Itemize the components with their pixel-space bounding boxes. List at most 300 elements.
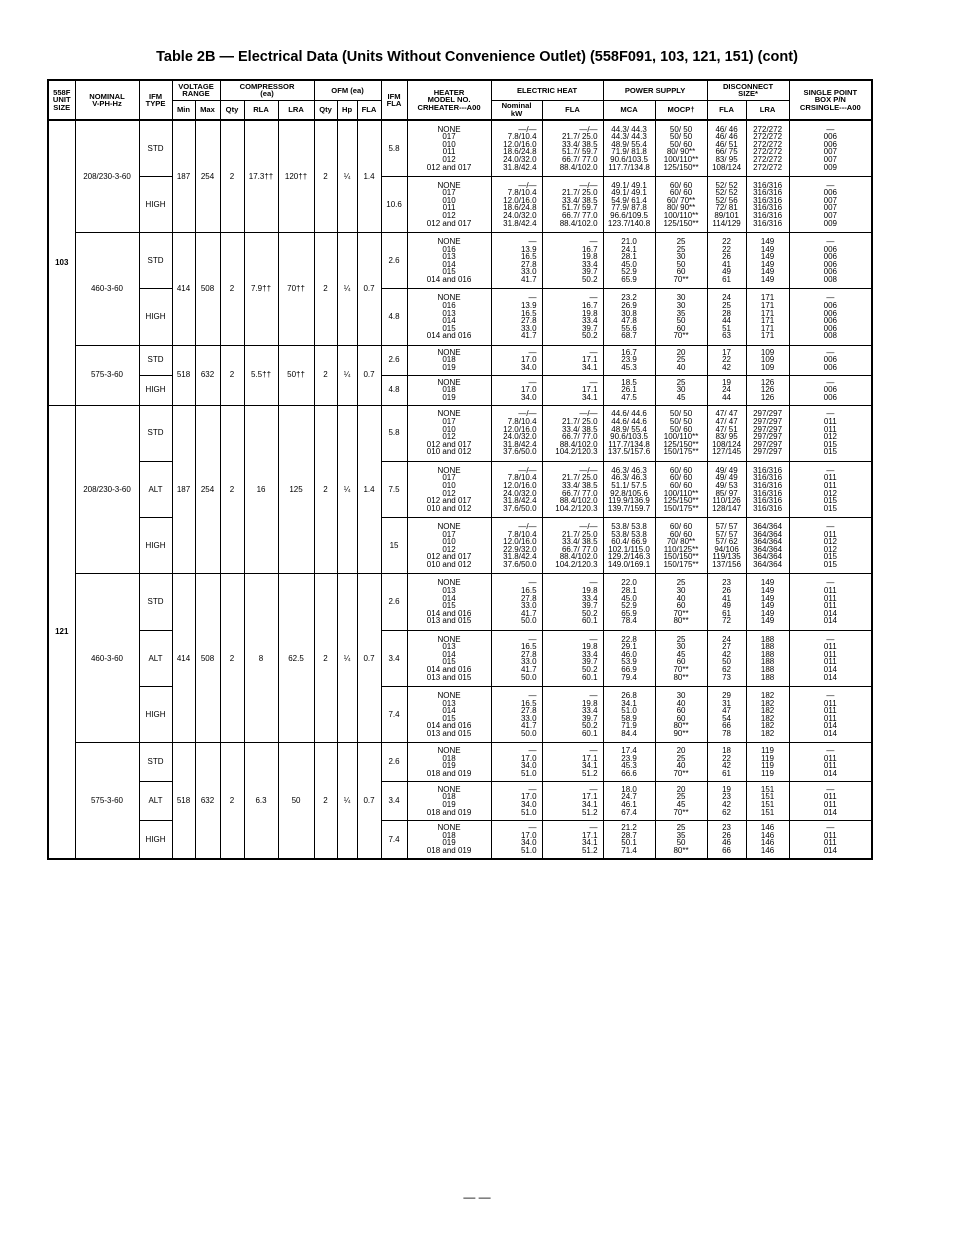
disconnect-lra-cell-line: 149	[760, 259, 775, 269]
unit-size-cell: 103	[48, 120, 75, 405]
disconnect-fla-cell-line: 57/ 57	[715, 522, 738, 532]
heater-model-cell-line: 014 and 016	[426, 665, 472, 675]
mca-cell-line: 90.6/103.5	[610, 432, 648, 442]
single-point-box-cell-line: 007	[823, 203, 837, 213]
mca-cell-line: 18.0	[621, 784, 637, 794]
nominal-kw-cell-line: —	[528, 690, 537, 700]
mca-cell-line: 49.1/ 49.1	[611, 188, 647, 198]
mca-cell-line: 46.1	[621, 799, 637, 809]
nominal-kw-cell-line: 7.8/10.4	[507, 529, 537, 539]
header-ofm-fla: FLA	[357, 100, 381, 120]
electric-heat-fla-cell-line: 39.7	[581, 323, 598, 333]
header-eh-fla: FLA	[542, 100, 603, 120]
compressor-lra-cell: 50	[278, 743, 314, 859]
disconnect-lra-cell-line: 171	[760, 308, 775, 318]
heater-model-cell-line: NONE	[437, 634, 461, 644]
nominal-kw-cell-line: —	[528, 746, 537, 756]
ifm-fla-cell: 4.8	[381, 289, 407, 345]
mocp-cell-line: 90**	[673, 728, 689, 738]
disconnect-lra-cell-line: 119	[761, 761, 774, 771]
mca-cell-line: 48.9/ 55.4	[611, 139, 647, 149]
electric-heat-fla-cell-line: —	[589, 578, 598, 588]
disconnect-lra-cell-line: 316/316	[753, 503, 783, 513]
nominal-voltage-cell: 208/230-3-60	[75, 405, 139, 574]
single-point-box-cell-line: 006	[823, 139, 837, 149]
mocp-cell-line: 25	[676, 578, 686, 588]
ifm-fla-cell: 2.6	[381, 233, 407, 289]
mca-cell	[603, 405, 655, 461]
disconnect-fla-cell	[707, 233, 746, 289]
mocp-cell-line: 40	[676, 698, 686, 708]
voltage-max-cell: 508	[195, 233, 220, 346]
single-point-box-cell-line: 011	[823, 830, 837, 840]
mocp-cell-line: 150/150**	[663, 552, 699, 562]
nominal-kw-cell-line: 16.5	[520, 642, 537, 652]
mca-cell-line: 44.6/ 44.6	[611, 417, 647, 426]
electric-heat-fla-cell	[542, 518, 603, 574]
single-point-box-cell-line: 014	[823, 728, 837, 738]
heater-model-cell-line: NONE	[437, 784, 461, 794]
disconnect-fla-cell-line: 63	[722, 331, 732, 341]
electric-heat-fla-cell-line: 88.4/102.0	[559, 496, 598, 506]
disconnect-lra-cell-line: 188	[760, 665, 775, 675]
mca-cell-line: 79.4	[621, 672, 637, 682]
electric-heat-fla-cell	[542, 743, 603, 782]
disconnect-lra-cell	[746, 233, 789, 289]
nominal-voltage-cell: 575-3-60	[75, 345, 139, 405]
mocp-cell-line: 30	[676, 585, 686, 595]
disconnect-lra-cell-line: 316/316	[753, 480, 783, 490]
compressor-qty-cell: 2	[220, 574, 244, 743]
disconnect-lra-cell-line: 316/316	[753, 180, 783, 190]
ifm-type-cell: STD	[139, 233, 172, 289]
heater-model-cell-line: NONE	[437, 293, 461, 303]
mca-cell-line: 49.1/ 49.1	[611, 180, 647, 190]
electric-heat-fla-cell-line: 33.4/ 38.5	[561, 139, 598, 149]
heater-model-cell-line: 018 and 019	[426, 807, 472, 817]
disconnect-fla-cell-line: 47	[722, 706, 732, 716]
ifm-type-cell: STD	[139, 574, 172, 630]
single-point-box-cell-line: 007	[823, 195, 837, 205]
electric-heat-fla-cell-line: 34.1	[581, 761, 598, 771]
electric-heat-fla-cell	[542, 233, 603, 289]
nominal-kw-cell-line: —	[528, 784, 537, 794]
mocp-cell-line: 25	[676, 244, 686, 254]
heater-model-cell-line: 017	[442, 132, 456, 142]
heater-model-cell-line: 019	[442, 838, 456, 848]
mocp-cell-line: 150/175**	[663, 560, 699, 569]
nominal-kw-cell-line: —	[528, 293, 537, 303]
table-row	[48, 405, 872, 461]
nominal-kw-cell	[491, 233, 542, 289]
mocp-cell-line: 70**	[673, 807, 689, 817]
electric-heat-fla-cell-line: 50.2	[581, 274, 598, 284]
nominal-kw-cell	[491, 687, 542, 743]
heater-model-cell-line: 016	[442, 300, 456, 310]
mocp-cell-line: 25	[676, 823, 686, 833]
single-point-box-cell-line: 012	[823, 544, 837, 554]
ofm-fla-cell: 0.7	[357, 233, 381, 346]
compressor-rla-cell: 8	[244, 574, 278, 743]
electric-heat-fla-cell-line: 39.7	[581, 601, 598, 611]
mocp-cell	[655, 820, 707, 859]
nominal-kw-cell-line: 17.0	[520, 385, 537, 395]
nominal-kw-cell	[491, 345, 542, 375]
mca-cell-line: 45.3	[621, 362, 637, 372]
heater-model-cell	[407, 461, 491, 517]
unit-size-cell: 121	[48, 405, 75, 859]
disconnect-fla-cell-line: 127/145	[712, 447, 742, 457]
electric-heat-fla-cell-line: 33.4	[581, 649, 598, 659]
disconnect-fla-cell-line: 49/ 49	[715, 473, 738, 483]
disconnect-fla-cell-line: 49	[722, 601, 732, 611]
header-nominal-kw: Nominal kW	[491, 100, 542, 120]
electric-heat-fla-cell-line: 21.7/ 25.0	[561, 529, 598, 539]
electric-heat-fla-cell-line: 33.4/ 38.5	[561, 480, 598, 490]
mocp-cell-line: 35	[676, 830, 686, 840]
disconnect-fla-cell-line: 73	[722, 672, 732, 682]
mca-cell-line: 53.8/ 53.8	[611, 529, 647, 539]
single-point-box-cell-line: —	[826, 180, 835, 190]
heater-model-cell-line: 010	[442, 480, 456, 490]
heater-model-cell-line: 012	[442, 211, 456, 221]
heater-model-cell-line: 010 and 012	[426, 503, 472, 513]
nominal-kw-cell-line: 37.6/50.0	[503, 503, 537, 513]
mocp-cell-line: 80/ 90**	[666, 147, 696, 157]
heater-model-cell-line: 019	[442, 799, 456, 809]
compressor-qty-cell: 2	[220, 120, 244, 233]
mocp-cell-line: 20	[676, 347, 686, 357]
mocp-cell-line: 80**	[673, 672, 689, 682]
single-point-box-cell-line: 006	[823, 188, 837, 198]
heater-model-cell	[407, 375, 491, 405]
disconnect-fla-cell-line: 62	[722, 807, 732, 817]
mca-cell	[603, 687, 655, 743]
disconnect-lra-cell-line: 297/297	[753, 447, 783, 457]
disconnect-fla-cell-line: 29	[722, 690, 732, 700]
ifm-type-cell: STD	[139, 345, 172, 375]
disconnect-lra-cell-line: 364/364	[753, 522, 783, 532]
electric-heat-fla-cell-line: 17.1	[581, 830, 598, 840]
electric-heat-fla-cell	[542, 782, 603, 821]
single-point-box-cell-line: 006	[823, 244, 837, 254]
nominal-kw-cell-line: 34.0	[520, 761, 537, 771]
disconnect-fla-cell-line: 26	[722, 585, 732, 595]
nominal-kw-cell-line: 7.8/10.4	[507, 417, 537, 426]
mocp-cell	[655, 782, 707, 821]
compressor-lra-cell: 50††	[278, 345, 314, 405]
compressor-qty-cell: 2	[220, 743, 244, 859]
single-point-box-cell-line: 012	[823, 537, 837, 547]
disconnect-lra-cell-line: 151	[760, 799, 775, 809]
mca-cell-line: 58.9	[621, 713, 637, 723]
mocp-cell-line: 30	[676, 690, 686, 700]
disconnect-lra-cell-line: 188	[760, 672, 775, 682]
disconnect-fla-cell	[707, 574, 746, 630]
mca-cell-line: 102.1/115.0	[608, 544, 650, 554]
single-point-box-cell-line: 006	[823, 362, 837, 372]
header-voltage-range: VOLTAGE RANGE	[172, 80, 220, 100]
disconnect-fla-cell-line: 72	[722, 616, 732, 626]
mocp-cell	[655, 375, 707, 405]
electric-heat-fla-cell-line: —	[589, 347, 598, 357]
mca-cell	[603, 820, 655, 859]
single-point-box-cell-line: 011	[823, 601, 837, 611]
mca-cell-line: 53.9	[621, 657, 637, 667]
disconnect-lra-cell-line: 149	[760, 601, 775, 611]
heater-model-cell	[407, 405, 491, 461]
heater-model-cell-line: 011	[442, 147, 456, 157]
heater-model-cell-line: NONE	[437, 180, 461, 190]
heater-model-cell	[407, 176, 491, 232]
disconnect-lra-cell-line: 272/272	[753, 124, 783, 134]
mca-cell	[603, 574, 655, 630]
disconnect-fla-cell-line: 119/135	[712, 552, 741, 562]
single-point-box-cell-line: 006	[823, 323, 837, 333]
ifm-type-cell: ALT	[139, 630, 172, 686]
single-point-box-cell	[789, 687, 872, 743]
disconnect-lra-cell-line: 316/316	[753, 203, 783, 213]
ofm-fla-cell: 1.4	[357, 120, 381, 233]
nominal-kw-cell-line: 33.0	[520, 323, 537, 333]
mca-cell-line: 123.7/140.8	[607, 218, 651, 228]
disconnect-fla-cell-line: 46/ 46	[715, 132, 738, 142]
nominal-kw-cell-line: 33.0	[520, 601, 537, 611]
mca-cell-line: 17.4	[621, 746, 637, 756]
single-point-box-cell-line: —	[826, 634, 835, 644]
single-point-box-cell-line: 015	[823, 447, 837, 457]
mocp-cell-line: 60/ 60	[669, 522, 693, 532]
nominal-kw-cell-line: 16.5	[520, 585, 537, 595]
nominal-kw-cell-line: 41.7	[520, 274, 537, 284]
nominal-kw-cell-line: 12.0/16.0	[503, 537, 537, 547]
mca-cell	[603, 782, 655, 821]
ifm-type-cell: HIGH	[139, 176, 172, 232]
single-point-box-cell-line: 009	[823, 218, 837, 228]
nominal-kw-cell-line: 50.0	[520, 728, 537, 738]
ifm-type-cell: STD	[139, 743, 172, 782]
disconnect-lra-cell-line: 149	[760, 252, 775, 262]
disconnect-lra-cell-line: 126	[760, 385, 775, 395]
heater-model-cell-line: 018 and 019	[426, 768, 472, 778]
disconnect-lra-cell-line: 119	[761, 746, 774, 756]
disconnect-fla-cell-line: 57/ 57	[715, 529, 738, 539]
disconnect-lra-cell-line: 171	[760, 293, 775, 303]
single-point-box-cell	[789, 782, 872, 821]
mocp-cell-line: 30	[676, 300, 686, 310]
mca-cell-line: 71.9	[621, 721, 637, 731]
nominal-kw-cell-line: 22.9/32.0	[503, 544, 537, 554]
header-dc-fla: FLA	[707, 100, 746, 120]
single-point-box-cell-line: —	[826, 124, 835, 134]
single-point-box-cell-line: 012	[823, 488, 837, 498]
disconnect-fla-cell-line: 22	[722, 244, 732, 254]
nominal-kw-cell-line: 31.8/42.4	[503, 218, 537, 228]
nominal-voltage-cell: 460-3-60	[75, 574, 139, 743]
mca-cell-line: 46.3/ 46.3	[611, 465, 647, 475]
single-point-box-cell-line: 008	[823, 331, 837, 341]
single-point-box-cell-line: 014	[823, 807, 837, 817]
single-point-box-cell-line: —	[826, 690, 835, 700]
electric-heat-fla-cell-line: 104.2/120.3	[555, 560, 598, 569]
ifm-fla-cell: 2.6	[381, 345, 407, 375]
electric-heat-fla-cell-line: 33.4	[581, 316, 598, 326]
disconnect-lra-cell-line: 119	[761, 753, 774, 763]
ofm-fla-cell: 0.7	[357, 574, 381, 743]
heater-model-cell-line: 012 and 017	[426, 439, 472, 449]
nominal-kw-cell-line: —	[528, 237, 537, 246]
mocp-cell-line: 25	[676, 237, 686, 246]
ofm-qty-cell: 2	[314, 345, 337, 405]
header-heater-model: HEATER MODEL NO. CRHEATER---A00	[407, 80, 491, 120]
disconnect-fla-cell-line: 26	[722, 830, 732, 840]
nominal-kw-cell	[491, 518, 542, 574]
disconnect-fla-cell-line: 24	[722, 634, 732, 644]
electric-heat-fla-cell-line: 19.8	[581, 308, 598, 318]
heater-model-cell-line: 014	[442, 593, 456, 603]
disconnect-fla-cell	[707, 630, 746, 686]
single-point-box-cell-line: —	[826, 746, 835, 756]
heater-model-cell-line: 013 and 015	[426, 672, 472, 682]
disconnect-fla-cell-line: 22	[722, 237, 732, 246]
disconnect-lra-cell-line: 297/297	[753, 439, 783, 449]
electric-heat-fla-cell	[542, 120, 603, 176]
mca-cell-line: 30.8	[621, 308, 637, 318]
electric-heat-fla-cell-line: 16.7	[581, 300, 598, 310]
electric-heat-fla-cell-line: 19.8	[581, 252, 598, 262]
nominal-kw-cell-line: 51.0	[520, 845, 537, 855]
disconnect-fla-cell-line: 17	[722, 347, 732, 357]
compressor-lra-cell: 120††	[278, 120, 314, 233]
ofm-fla-cell: 0.7	[357, 743, 381, 859]
mocp-cell-line: 35	[676, 308, 686, 318]
mocp-cell-line: 125/150**	[663, 496, 699, 506]
disconnect-fla-cell-line: 25	[722, 300, 732, 310]
heater-model-cell-line: 017	[442, 188, 456, 198]
disconnect-lra-cell-line: 171	[760, 316, 775, 326]
heater-model-cell-line: 013	[442, 308, 456, 318]
disconnect-lra-cell-line: 149	[760, 267, 775, 277]
heater-model-cell-line: 014 and 016	[426, 721, 472, 731]
heater-model-cell-line: 012	[442, 432, 456, 442]
nominal-kw-cell-line: 12.0/16.0	[503, 480, 537, 490]
nominal-kw-cell-line: 17.0	[520, 792, 537, 802]
mocp-cell-line: 25	[676, 753, 686, 763]
mca-cell-line: 26.8	[621, 690, 637, 700]
mca-cell	[603, 375, 655, 405]
table-row	[48, 120, 872, 176]
mocp-cell-line: 50/ 60	[669, 139, 693, 149]
electric-heat-fla-cell-line: 51.2	[581, 807, 598, 817]
single-point-box-cell-line: 006	[823, 252, 837, 262]
nominal-kw-cell-line: —	[528, 634, 537, 644]
disconnect-lra-cell	[746, 518, 789, 574]
mca-cell-line: 44.6/ 44.6	[611, 409, 647, 419]
single-point-box-cell-line: 014	[823, 616, 837, 626]
nominal-kw-cell-line: 7.8/10.4	[507, 473, 537, 483]
header-min: Min	[172, 100, 195, 120]
nominal-kw-cell-line: 33.0	[520, 713, 537, 723]
electric-heat-fla-cell-line: —/—	[579, 465, 598, 475]
nominal-kw-cell-line: 7.8/10.4	[507, 132, 537, 142]
table-row	[48, 289, 872, 345]
heater-model-cell-line: 010	[442, 139, 456, 149]
single-point-box-cell-line: —	[826, 293, 835, 303]
single-point-box-cell-line: 006	[823, 355, 837, 365]
disconnect-fla-cell	[707, 345, 746, 375]
mca-cell	[603, 289, 655, 345]
disconnect-lra-cell-line: 316/316	[753, 465, 783, 475]
ifm-type-cell: HIGH	[139, 518, 172, 574]
voltage-min-cell: 187	[172, 120, 195, 233]
mca-cell-line: 90.6/103.5	[610, 155, 648, 164]
heater-model-cell-line: NONE	[437, 522, 461, 532]
disconnect-lra-cell-line: 149	[760, 237, 775, 246]
mca-cell-line: 52.9	[621, 267, 637, 277]
disconnect-fla-cell-line: 41	[722, 259, 732, 269]
mocp-cell	[655, 289, 707, 345]
compressor-rla-cell: 7.9††	[244, 233, 278, 346]
nominal-kw-cell-line: 27.8	[520, 706, 537, 716]
single-point-box-cell-line: 011	[823, 698, 837, 708]
ifm-type-cell: HIGH	[139, 687, 172, 743]
single-point-box-cell-line: 012	[823, 432, 837, 442]
mocp-cell-line: 25	[676, 634, 686, 644]
single-point-box-cell-line: 015	[823, 552, 837, 562]
disconnect-fla-cell-line: 72/ 81	[715, 203, 738, 213]
nominal-kw-cell-line: —	[528, 578, 537, 588]
disconnect-lra-cell-line: 188	[760, 642, 775, 652]
single-point-box-cell	[789, 176, 872, 232]
heater-model-cell-line: NONE	[437, 465, 461, 475]
mca-cell-line: 47.8	[621, 316, 637, 326]
mca-cell-line: 48.9/ 55.4	[611, 424, 647, 434]
header-ifm-fla: IFM FLA	[381, 80, 407, 120]
mca-cell-line: 117.7/134.8	[608, 162, 650, 172]
disconnect-lra-cell-line: 146	[760, 845, 775, 855]
mocp-cell-line: 60/ 60	[669, 480, 693, 490]
ofm-hp-cell: ¼	[337, 120, 357, 233]
nominal-kw-cell	[491, 574, 542, 630]
electric-heat-fla-cell	[542, 820, 603, 859]
mocp-cell-line: 50/ 50	[669, 132, 693, 142]
ifm-fla-cell: 5.8	[381, 405, 407, 461]
disconnect-fla-cell-line: 50	[722, 657, 732, 667]
electric-heat-fla-cell	[542, 461, 603, 517]
mocp-cell-line: 40	[676, 761, 686, 771]
disconnect-lra-cell-line: 149	[760, 608, 775, 618]
mca-cell-line: 34.1	[621, 698, 637, 708]
disconnect-lra-cell-line: 272/272	[753, 155, 783, 164]
nominal-kw-cell-line: 41.7	[520, 665, 537, 675]
electric-heat-fla-cell-line: 17.1	[581, 792, 598, 802]
electric-heat-fla-cell-line: 33.4/ 38.5	[561, 537, 598, 547]
electric-heat-fla-cell-line: 33.4	[581, 593, 598, 603]
heater-model-cell-line: NONE	[437, 823, 461, 833]
disconnect-lra-cell-line: 316/316	[753, 488, 783, 498]
mocp-cell-line: 60/ 60	[669, 465, 693, 475]
heater-model-cell-line: 012 and 017	[426, 496, 472, 506]
nominal-kw-cell-line: —/—	[518, 522, 537, 532]
disconnect-lra-cell-line: 364/364	[753, 544, 783, 554]
electric-heat-fla-cell-line: 88.4/102.0	[559, 552, 598, 562]
heater-model-cell-line: 014	[442, 259, 456, 269]
mca-cell-line: 66.6	[621, 768, 637, 778]
mca-cell-line: 68.7	[621, 331, 637, 341]
nominal-kw-cell	[491, 405, 542, 461]
disconnect-fla-cell-line: 42	[722, 649, 732, 659]
header-mocp: MOCP†	[655, 100, 707, 120]
